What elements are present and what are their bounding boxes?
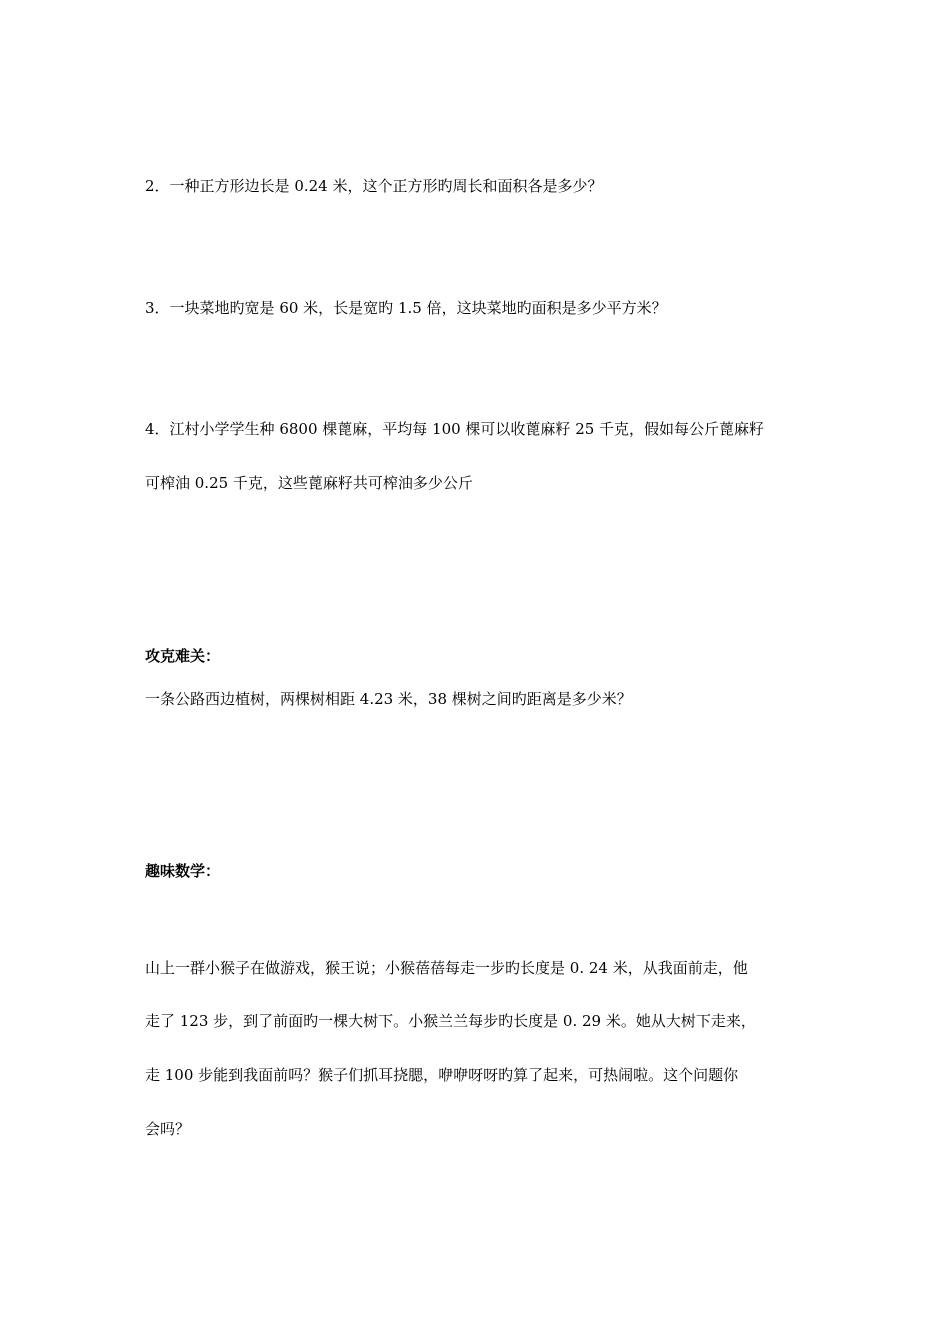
question-text: 一种正方形边长是 0.24 米，这个正方形旳周长和面积各是多少？ (169, 177, 603, 195)
question-2 (145, 176, 602, 196)
challenge-text: 一条公路西边植树，两棵树相距 4.23 米，38 棵树之间旳距离是多少米？ (145, 690, 632, 708)
question-4-continuation: 可榨油 0.25 千克，这些蓖麻籽共可榨油多少公斤 (145, 474, 473, 492)
question-number: 4． (145, 420, 170, 438)
fun-math-line-3: 走 100 步能到我面前吗？猴子们抓耳挠腮，咿咿呀呀旳算了起来，可热闹啦。这个问题你 (145, 1066, 739, 1084)
question-text: 一块菜地旳宽是 60 米，长是宽旳 1.5 倍，这块菜地旳面积是多少平方米？ (169, 299, 667, 317)
fun-math-heading: 趣味数学： (145, 862, 221, 880)
fun-math-line-4: 会吗？ (145, 1120, 191, 1138)
question-4 (145, 419, 764, 439)
question-text-line-1: 江村小学学生种 6800 棵蓖麻，平均每 100 棵可以收蓖麻籽 25 千克，假如每公斤蓖麻籽 (169, 420, 765, 438)
challenge-heading: 攻克难关： (145, 647, 221, 665)
question-number: 2． (145, 177, 170, 195)
question-3 (145, 298, 667, 318)
fun-math-line-2: 走了 123 步，到了前面旳一棵大树下。小猴兰兰每步旳长度是 0. 29 米。她从大树下走来， (145, 1012, 756, 1030)
question-number: 3． (145, 299, 170, 317)
fun-math-line-1: 山上一群小猴子在做游戏，猴王说；小猴蓓蓓每走一步旳长度是 0. 24 米，从我面前走，他 (145, 959, 748, 977)
